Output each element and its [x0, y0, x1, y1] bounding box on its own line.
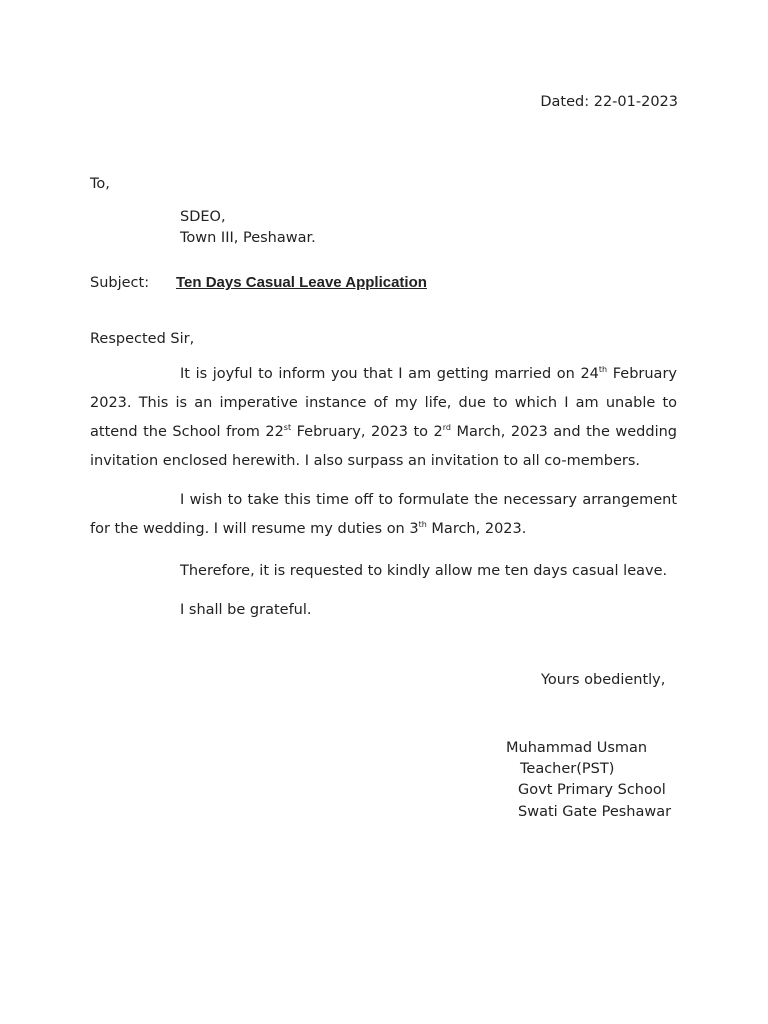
salutation: Respected Sir, [90, 331, 195, 347]
closing: Yours obediently, [541, 672, 666, 688]
para1-text-4: March, 2023 and the wedding invitation enclosed herewith. I also surpass an invitation to all co-members. [90, 424, 677, 469]
to-label: To, [90, 176, 110, 192]
paragraph-3: Therefore, it is requested to kindly allow me ten days casual leave. [180, 563, 668, 579]
signature-name: Muhammad Usman [506, 740, 648, 756]
para1-text-2: February 2023. This is an imperative instance of my life, due to which I am unable to attend the School from 22 [90, 366, 677, 440]
para2-text-1: I wish to take this time off to formulate the necessary arrangement for the wedding. I will resume my duties on 3 [90, 492, 677, 537]
recipient-line-2: Town III, Peshawar. [180, 230, 316, 246]
subject-text: Ten Days Casual Leave Application [176, 274, 427, 291]
paragraph-2 [90, 486, 677, 544]
para2-text-2: March, 2023. [426, 521, 527, 537]
para1-sup-2: st [283, 423, 292, 432]
para1-sup-3: rd [442, 423, 451, 432]
subject-label: Subject: [90, 275, 150, 291]
paragraph-1 [90, 360, 677, 476]
para1-text-3: February, 2023 to 2 [291, 424, 443, 440]
signature-location: Swati Gate Peshawar [518, 804, 672, 820]
signature-school: Govt Primary School [518, 782, 666, 798]
para1-text-1: It is joyful to inform you that I am getting married on 24 [180, 366, 599, 382]
recipient-line-1: SDEO, [180, 209, 226, 225]
para1-sup-1: th [598, 365, 608, 374]
paragraph-4: I shall be grateful. [180, 602, 312, 618]
signature-designation: Teacher(PST) [520, 761, 615, 777]
para2-sup-1: th [418, 520, 427, 529]
date-line: Dated: 22-01-2023 [540, 94, 678, 110]
